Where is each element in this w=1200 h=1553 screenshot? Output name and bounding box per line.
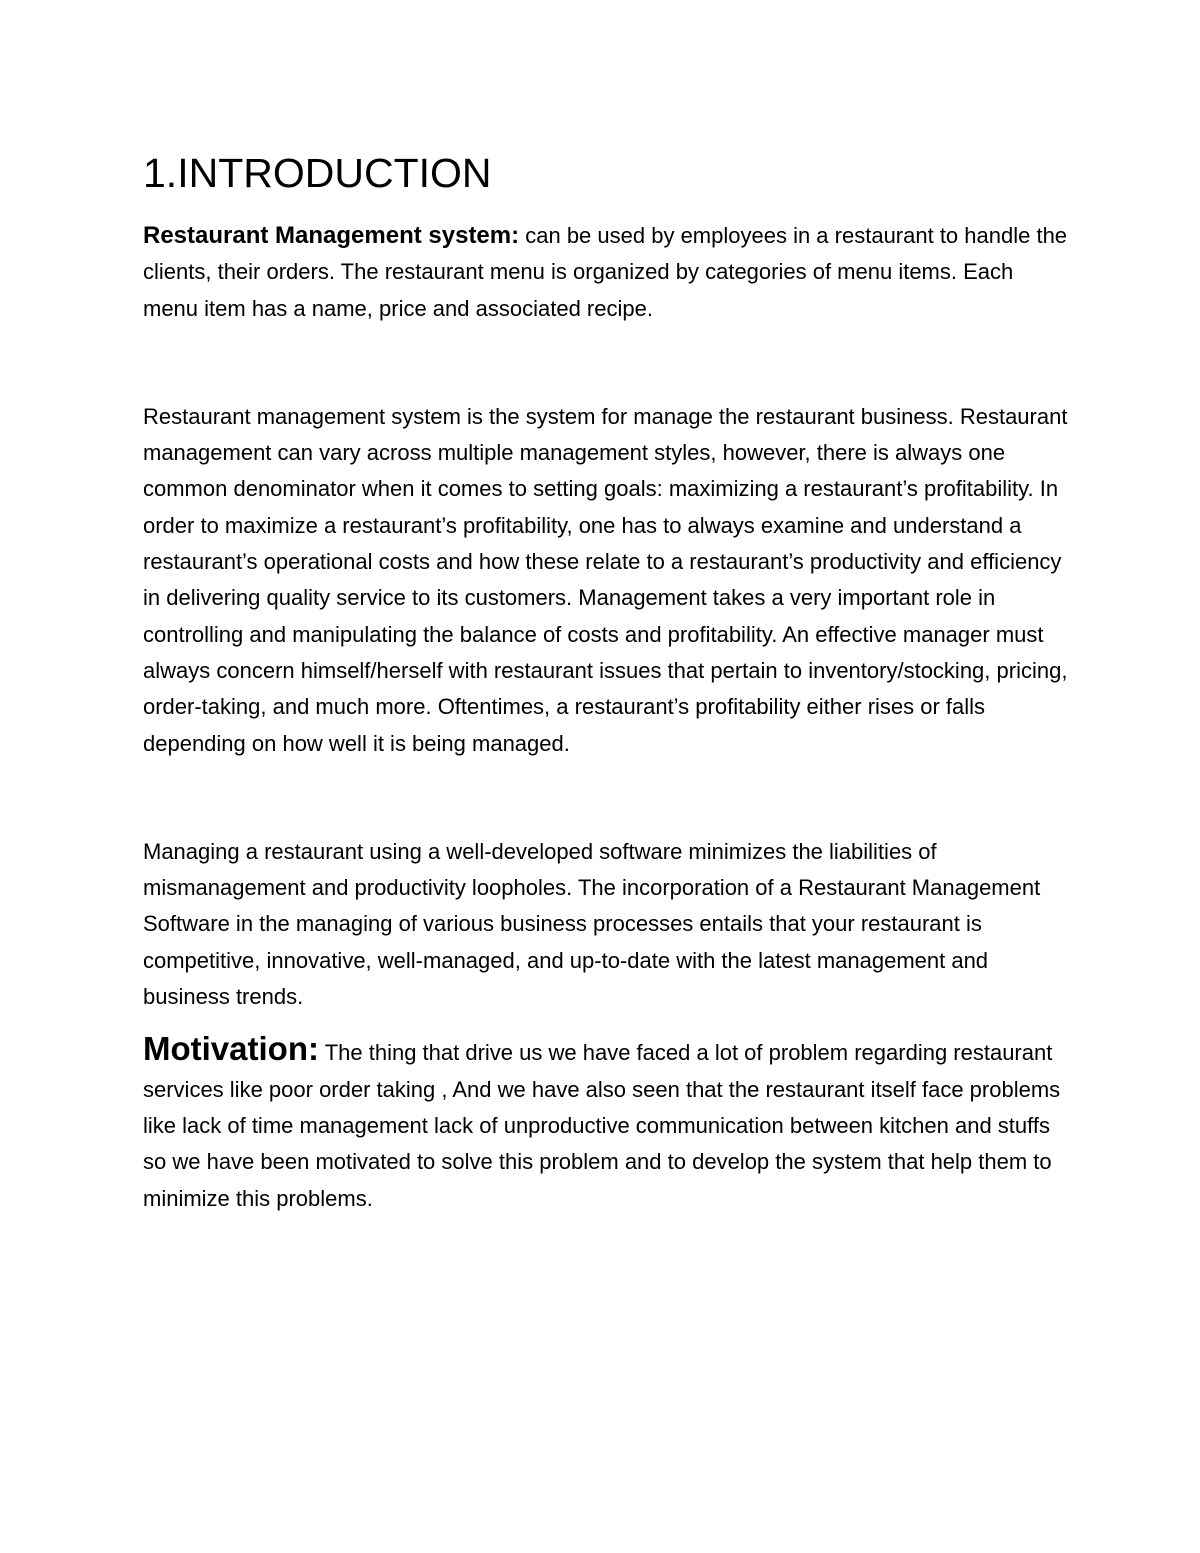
section-heading: 1.INTRODUCTION <box>143 150 492 196</box>
management-paragraph: Restaurant management system is the system for manage the restaurant business. Restaurant management can vary across multiple management styles, however, there is always one common denominator when it comes to setting goals: maximizing a restaurant’s profitability. In order to maximize a restaurant’s profitability, one has to always examine and understand a restaurant’s operational costs and how these relate to a restaurant’s productivity and efficiency in delivering quality service to its customers. Management takes a very important role in controlling and manipulating the balance of costs and profitability. An effective manager must always concern himself/herself with restaurant issues that pertain to inventory/stocking, pricing, order-taking, and much more. Oftentimes, a restaurant’s profitability either rises or falls depending on how well it is being managed. <box>143 403 1068 756</box>
software-paragraph: Managing a restaurant using a well-developed software minimizes the liabilities of mismanagement and productivity loopholes. The incorporation of a Restaurant Management Software in the managing of various business processes entails that your restaurant is competitive, innovative, well-managed, and up-to-date with the latest management and business trends. <box>143 838 1041 1010</box>
motivation-paragraph <box>143 1031 1068 1216</box>
motivation-lead: Motivation: <box>143 1030 319 1068</box>
document-content <box>143 148 1068 1217</box>
motivation-body: The thing that drive us we have faced a lot of problem regarding restaurant services like poor order taking , And we have also seen that the restaurant itself face problems like lack of time management lack of unproductive communication between kitchen and stuffs so we have been motivated to solve this problem and to develop the system that help them to minimize this problems. <box>143 1040 1061 1211</box>
intro-lead: Restaurant Management system: <box>143 222 520 249</box>
intro-paragraph <box>143 218 1068 327</box>
intro-body: can be used by employees in a restaurant to handle the clients, their orders. The restaurant menu is organized by categories of menu items. Each menu item has a name, price and associated recipe. <box>143 223 1068 321</box>
